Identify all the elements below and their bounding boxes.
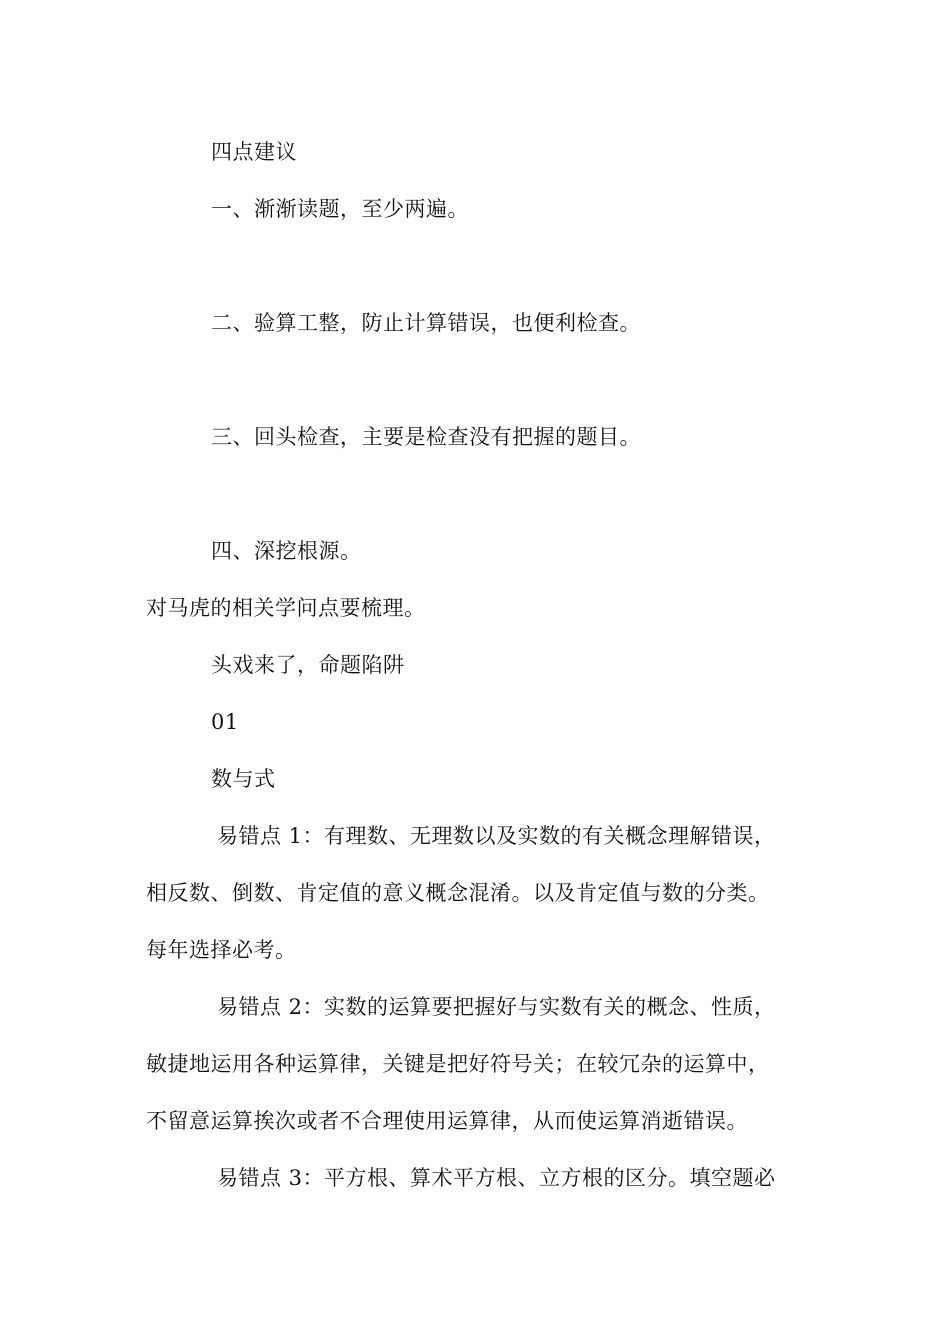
error-point-1-line-3: 每年选择必考。: [146, 938, 297, 962]
error-point-3-line-1: 易错点 3：平方根、算术平方根、立方根的区分。填空题必: [217, 1166, 776, 1190]
advice-item-1: 一、渐渐读题，至少两遍。: [211, 197, 469, 221]
section-topic: 数与式: [211, 767, 276, 791]
error-point-2-line-3: 不留意运算挨次或者不合理使用运算律，从而使运算消逝错误。: [146, 1109, 748, 1133]
error-point-2-line-2: 敏捷地运用各种运算律，关键是把好符号关；在较冗杂的运算中，: [146, 1052, 770, 1076]
advice-item-3: 三、回头检查，主要是检查没有把握的题目。: [211, 425, 641, 449]
error-point-1-line-2: 相反数、倒数、肯定值的意义概念混淆。以及肯定值与数的分类。: [146, 881, 770, 905]
error-point-1-line-1: 易错点 1：有理数、无理数以及实数的有关概念理解错误，: [217, 824, 776, 848]
traps-heading: 头戏来了，命题陷阱: [211, 653, 405, 677]
advice-item-4-note: 对马虎的相关学问点要梳理。: [146, 596, 426, 620]
error-point-2-line-1: 易错点 2：实数的运算要把握好与实数有关的概念、性质，: [217, 995, 776, 1019]
advice-item-4: 四、深挖根源。: [211, 539, 362, 563]
advice-heading: 四点建议: [211, 140, 297, 164]
advice-item-2: 二、验算工整，防止计算错误，也便利检查。: [211, 311, 641, 335]
section-number: 01: [211, 710, 239, 734]
